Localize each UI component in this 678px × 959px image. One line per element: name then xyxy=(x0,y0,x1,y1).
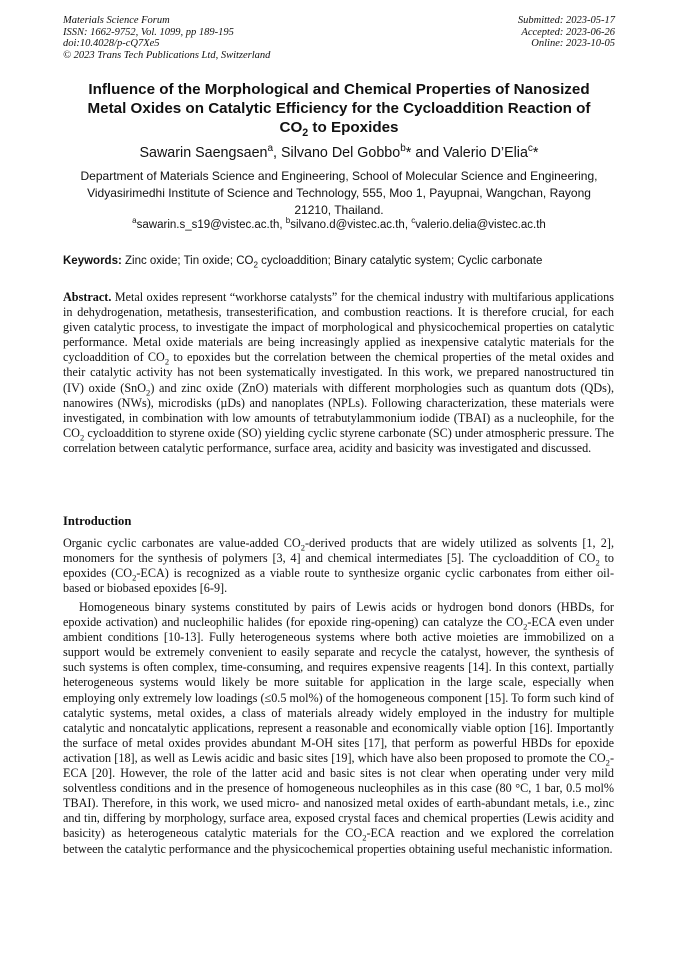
keywords: Keywords: Zinc oxide; Tin oxide; $CO_2$ cycloaddition; Binary catalytic system; Cyclic carbonate xyxy=(63,255,543,270)
journal-copyright: © 2023 Trans Tech Publications Ltd, Switzerland xyxy=(63,49,271,61)
author-list: Sawarin Saengsaen$^a$, Silvano Del Gobbo$^b$* and Valerio D’Elia$^c$* xyxy=(139,143,539,161)
title-line-3: $CO_2$ to Epoxides xyxy=(279,119,399,140)
affiliation: Department of Materials Science and Engineering, School of Molecular Science and Engineering, Vidyasirimedhi Institute of Science and Technology, 555, Moo 1, Payupnai, Wangchan, Rayong 21210, Thailand. xyxy=(80,169,598,217)
keywords-label: Keywords: xyxy=(63,255,122,267)
introduction-paragraph-1: Organic cyclic carbonates are value-added $CO_2$-derived products that are widely utilized as solvents [1, 2], monomers for the synthesis of polymers [3, 4] and chemical intermediates [5]. The cycloaddition of $CO_2$ to epoxides $(CO_2-ECA)$ is recognized as a viable route to synthesize organic cyclic carbonates from either oil-based or biobased epoxides [6-9]. xyxy=(63,536,615,596)
author-3: Valerio D’Elia xyxy=(443,145,528,161)
title-line-1: Influence of the Morphological and Chemical Properties of Nanosized xyxy=(88,81,590,98)
paper-title xyxy=(40,80,638,140)
journal-name: Materials Science Forum xyxy=(63,15,170,26)
abstract-label: Abstract. xyxy=(63,290,112,304)
submitted-date: Submitted: 2023-05-17 xyxy=(517,15,615,26)
introduction-heading: Introduction xyxy=(63,514,132,528)
journal-info xyxy=(63,15,270,61)
dates-info xyxy=(518,15,615,50)
online-date: Online: 2023-10-05 xyxy=(531,38,615,49)
email-a: sawarin.s_s19@vistec.ac.th xyxy=(136,219,280,231)
journal-issn: ISSN: 1662-9752, Vol. 1099, pp 189-195 xyxy=(63,26,234,38)
author-1: Sawarin Saengsaen xyxy=(139,145,268,161)
title-line-2: Metal Oxides on Catalytic Efficiency for the Cycloaddition Reaction of xyxy=(87,100,591,117)
email-b: silvano.d@vistec.ac.th xyxy=(290,219,405,231)
journal-doi: doi:10.4028/p-cQ7Xe5 xyxy=(63,38,160,49)
abstract: Abstract. Metal oxides represent “workhorse catalysts” for the chemical industry with multifarious applications in dehydrogenation, metathesis, transesterification, and combustion reactions. It is therefore crucial, for each given catalytic process, to investigate the impact of morphological and physicochemical properties on catalytic performance. Metal oxide materials are being increasingly applied as inexpensive catalytic materials for the cycloaddition of $CO_2$ to epoxides but the correlation between the chemical properties of the metal oxides and their catalytic activity has not been systematically investigated. In this work, we prepared nanostructured tin (IV) oxide (SnO$_2$) and zinc oxide (ZnO) materials with different morphologies such as quantum dots (QDs), nanowires (NWs), microdisks (µDs) and nanoplates (NPLs). Following characterization, these materials were investigated, in combination with low amounts of tetrabutylammonium iodide (TBAI) as a nucleophile, for the $CO_2$ cycloaddition to styrene oxide (SO) yielding cyclic styrene carbonate (SC) under atmospheric pressure. The correlation between catalytic performance, surface area, acidity and basicity was investigated and discussed. xyxy=(63,290,614,455)
email-c: valerio.delia@vistec.ac.th xyxy=(415,219,546,231)
author-emails: $^a$sawarin.s_s19@vistec.ac.th, $^b$silvano.d@vistec.ac.th, $^c$valerio.delia@vistec.ac.th xyxy=(132,216,546,231)
accepted-date: Accepted: 2023-06-26 xyxy=(521,26,615,38)
author-2: Silvano Del Gobbo xyxy=(280,145,401,161)
introduction-paragraph-2: Homogeneous binary systems constituted by pairs of Lewis acids or hydrogen bond donors (HBDs, for epoxide activation) and nucleophilic halides (for epoxide ring-opening) can catalyze the $CO_2$-ECA even under ambient conditions [10-13]. Fully heterogeneous systems where both active moieties are immobilized on a support would be extremely convenient to easily separate and recycle the catalyst, however, the synthesis of such systems is often complex, time-consuming, and requires expensive reagents [14]. In this context, partially heterogeneous systems would likely be more suitable for application in the large scale, especially when employing only extremely low loadings (≤0.5 mol%) of the homogeneous component [15]. To form such kind of catalytic systems, metal oxides, a class of materials already widely employed in the industry for multiple catalytic and noncatalytic applications, represent a reasonable and economically viable option [16]. Importantly the surface of metal oxides provides abundant M-OH sites [17], that perform as powerful HBDs for epoxide activation [18], as well as Lewis acidic and basic sites [19], which have also been proposed to promote the $CO_2$-ECA [20]. However, the role of the latter acid and basic sites is not clear when operating under very mild solventless conditions and in the presence of homogeneous nucleophiles as in this case (80 °C, 1 bar, 0.5 mol% TBAI). Therefore, in this work, we used micro- and nanosized metal oxides of earth-abundant metals, i.e., zinc and tin, differing by morphology, surface area, exposed crystal faces and chemical properties (Lewis acidity and basicity) as heterogeneous catalytic materials for the $CO_2$-ECA reaction and we explored the correlation between the catalytic performance and the physicochemical properties obtaining useful mechanistic information. xyxy=(63,600,614,856)
